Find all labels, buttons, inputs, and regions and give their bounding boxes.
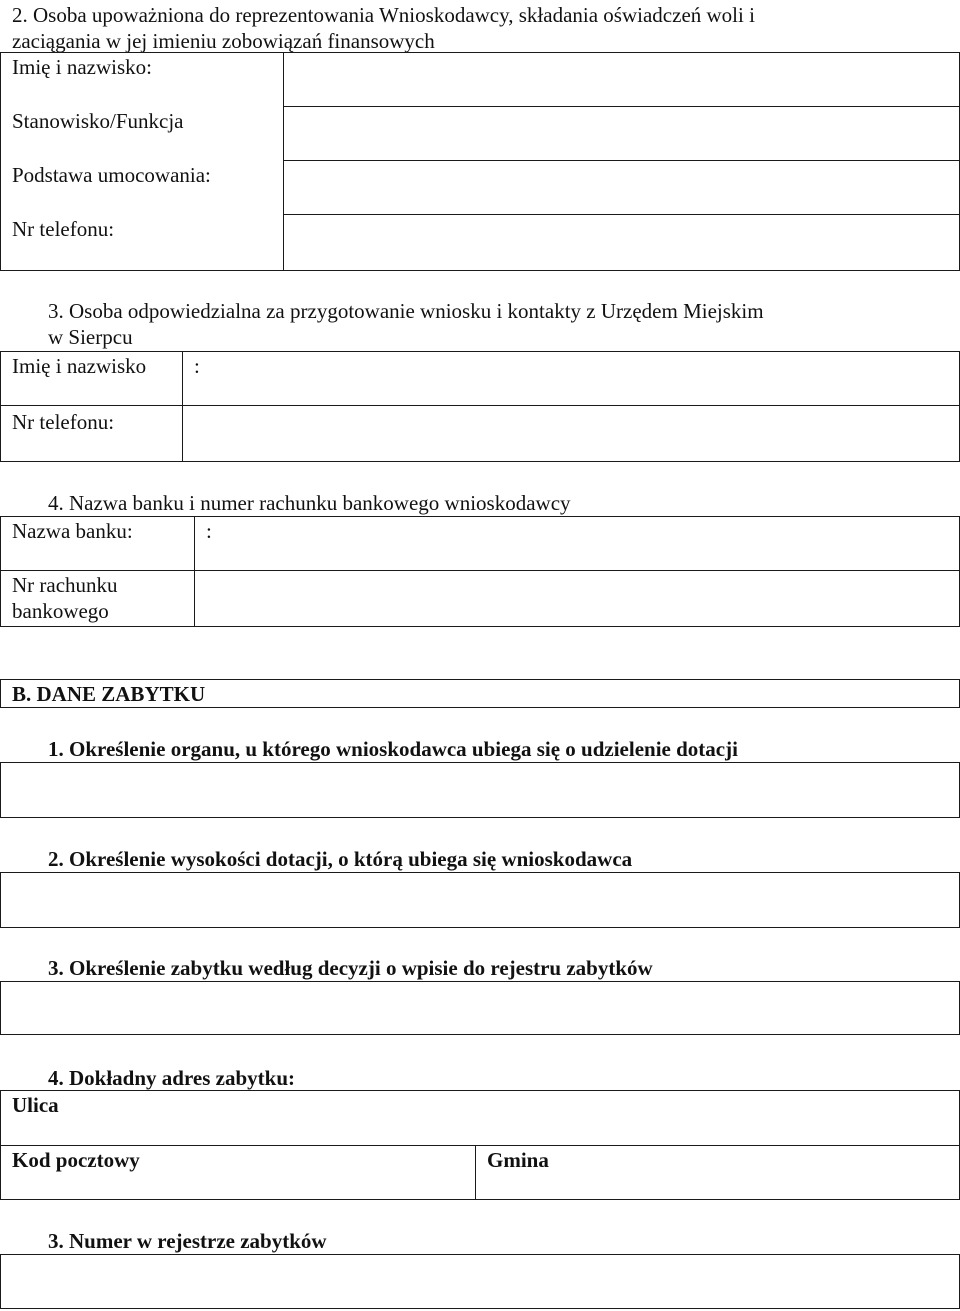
account-number-field[interactable]	[197, 572, 958, 625]
phone-field[interactable]	[286, 216, 958, 269]
bank-name-field[interactable]	[197, 518, 958, 569]
position-field[interactable]	[286, 108, 958, 159]
registry-number-field[interactable]	[0, 1254, 960, 1309]
bank-name-label: Nazwa banku:	[12, 519, 133, 543]
section3-column-divider	[182, 351, 183, 462]
postal-code-label: Kod pocztowy	[12, 1148, 140, 1172]
position-label: Stanowisko/Funkcja	[12, 109, 184, 133]
section2-title-line1: 2. Osoba upoważniona do reprezentowania Wnioskodawcy, składania oświadczeń woli i	[12, 3, 755, 27]
name-field[interactable]	[286, 54, 958, 105]
authorization-basis-label: Podstawa umocowania:	[12, 163, 211, 187]
street-label: Ulica	[12, 1093, 59, 1117]
section2-title-line2: zaciągania w jej imieniu zobowiązań finansowych	[12, 29, 435, 53]
section2-row-divider	[283, 214, 960, 215]
section4-row-divider	[0, 570, 960, 571]
q4-label: 4. Dokładny adres zabytku:	[48, 1066, 295, 1090]
municipality-label: Gmina	[487, 1148, 549, 1172]
q2-field[interactable]	[0, 872, 960, 928]
q1-label: 1. Określenie organu, u którego wnioskodawca ubiega się o udzielenie dotacji	[48, 737, 738, 761]
account-number-label-line2: bankowego	[12, 599, 109, 623]
contact-name-field[interactable]	[185, 353, 958, 404]
q1-field[interactable]	[0, 762, 960, 818]
name-label: Imię i nazwisko:	[12, 55, 152, 79]
street-field[interactable]	[80, 1092, 958, 1144]
authorization-basis-field[interactable]	[286, 162, 958, 213]
contact-name-label: Imię i nazwisko	[12, 354, 147, 378]
contact-phone-label: Nr telefonu:	[12, 410, 115, 434]
bank-name-colon: :	[206, 519, 212, 543]
section4-column-divider	[194, 516, 195, 627]
q3-field[interactable]	[0, 981, 960, 1035]
q3-label: 3. Określenie zabytku według decyzji o wpisie do rejestru zabytków	[48, 956, 653, 980]
account-number-label-line1: Nr rachunku	[12, 573, 118, 597]
postal-code-field[interactable]	[170, 1147, 473, 1198]
section2-row-divider	[283, 106, 960, 107]
address-row-divider	[0, 1145, 960, 1146]
q2-label: 2. Określenie wysokości dotacji, o którą ubiega się wnioskodawca	[48, 847, 633, 871]
section2-column-divider	[283, 52, 284, 271]
phone-label: Nr telefonu:	[12, 217, 115, 241]
municipality-field[interactable]	[560, 1147, 958, 1198]
contact-name-colon: :	[194, 354, 200, 378]
contact-phone-field[interactable]	[185, 407, 958, 460]
section2-row-divider	[283, 160, 960, 161]
section3-title-line1: 3. Osoba odpowiedzialna za przygotowanie wniosku i kontakty z Urzędem Miejskim	[48, 299, 764, 323]
part-b-header: B. DANE ZABYTKU	[12, 682, 206, 706]
address-column-divider	[475, 1145, 476, 1200]
registry-number-label: 3. Numer w rejestrze zabytków	[48, 1229, 327, 1253]
section4-title: 4. Nazwa banku i numer rachunku bankowego wnioskodawcy	[48, 491, 571, 515]
section3-row-divider	[0, 405, 960, 406]
section3-title-line2: w Sierpcu	[48, 325, 133, 349]
